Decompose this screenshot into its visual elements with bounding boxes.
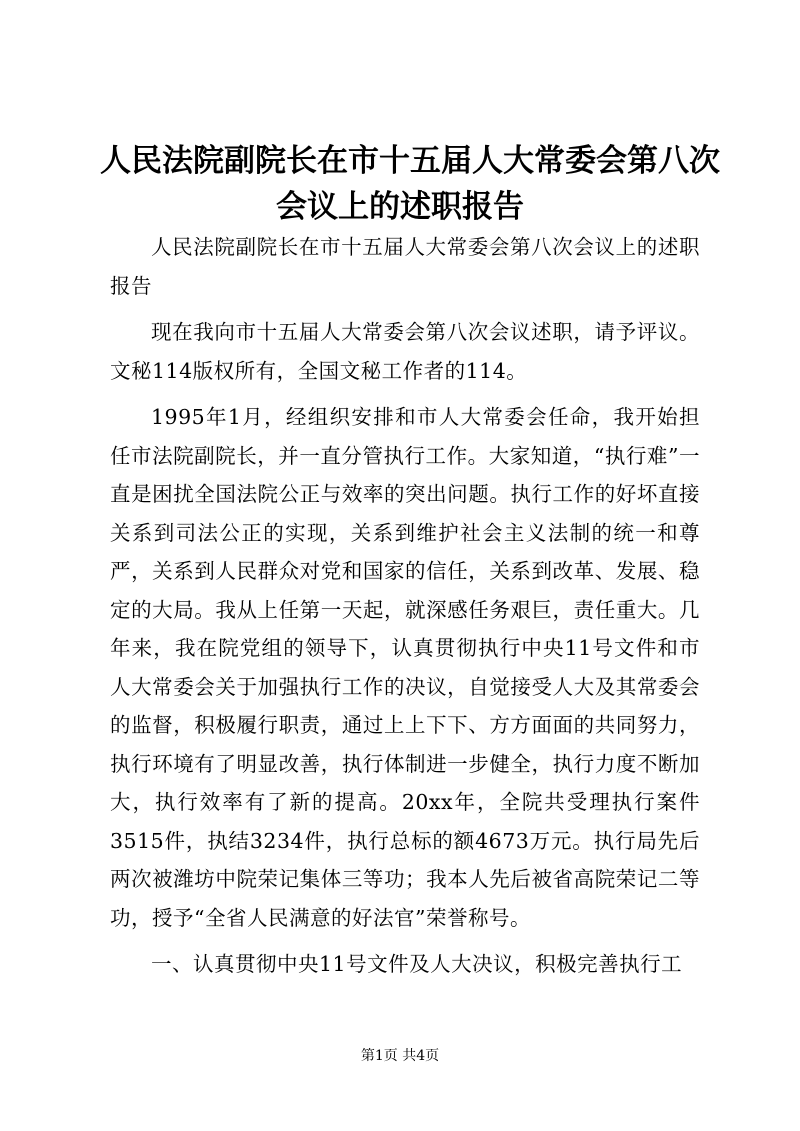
document-body [110, 228, 700, 984]
paragraph-subtitle: 人民法院副院长在市十五届人大常委会第八次会议上的述职报告 [110, 235, 700, 298]
paragraph-main: 1995年1月，经组织安排和市人大常委会任命，我开始担任市法院副院长，并一直分管执行工作。大家知道，“执行难”一直是困扰全国法院公正与效率的突出问题。执行工作的好坏直接关系到司法公正的实现，关系到维护社会主义法制的统一和尊严，关系到人民群众对党和国家的信任，关系到改革、发展、稳定的大局。我从上任第一天起，就深感任务艰巨，责任重大。几年来，我在院党组的领导下，认真贯彻执行中央11号文件和市人大常委会关于加强执行工作的决议，自觉接受人大及其常委会的监督，积极履行职责，通过上上下下、方方面面的共同努力，执行环境有了明显改善，执行体制进一步健全，执行力度不断加大，执行效率有了新的提高。20xx年，全院共受理执行案件3515件，执结3234件，执行总标的额4673万元。执行局先后两次被潍坊中院荣记集体三等功；我本人先后被省高院荣记二等功，授予“全省人民满意的好法官”荣誉称号。 [110, 405, 700, 930]
page-footer: 第1页 共4页 [360, 1048, 440, 1064]
document-title-line-2: 会议上的述职报告 [276, 189, 524, 225]
paragraph-intro: 现在我向市十五届人大常委会第八次会议述职，请予评议。文秘114版权所有，全国文秘工作者的114。 [110, 320, 700, 383]
document-title-line-1: 人民法院副院长在市十五届人大常委会第八次 [100, 143, 720, 179]
paragraph-section-heading: 一、认真贯彻中央11号文件及人大决议，积极完善执行工 [151, 952, 683, 976]
